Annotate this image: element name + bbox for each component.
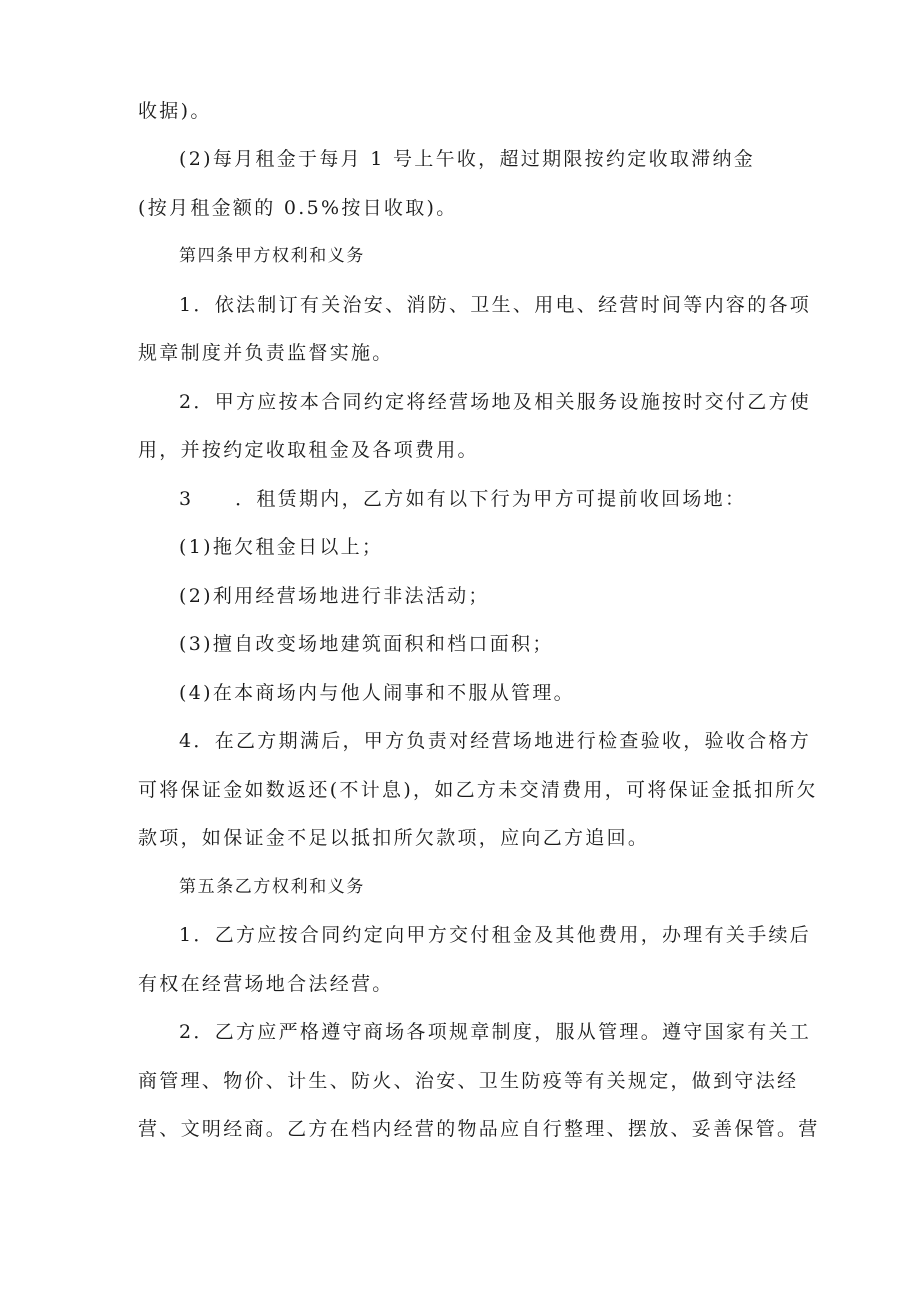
text-line-a4-item1: 1．依法制订有关治安、消防、卫生、用电、经营时间等内容的各项 xyxy=(179,294,812,316)
text-line-a4-item3-sub3: (3)擅自改变场地建筑面积和档口面积； xyxy=(179,633,554,655)
text-line-late-fee: (按月租金额的 0.5%按日收取)。 xyxy=(138,197,458,219)
text-line-a5-item1-cont: 有权在经营场地合法经营。 xyxy=(138,973,394,995)
text-line-a4-item2-cont: 用，并按约定收取租金及各项费用。 xyxy=(138,439,479,461)
text-line-a5-item2-cont2: 营、文明经商。乙方在档内经营的物品应自行整理、摆放、妥善保管。营 xyxy=(138,1118,820,1140)
text-line-receipt-end: 收据)。 xyxy=(138,100,212,122)
text-line-a4-item3: 3 ．租赁期内，乙方如有以下行为甲方可提前收回场地： xyxy=(179,488,747,510)
text-line-a4-item1-cont: 规章制度并负责监督实施。 xyxy=(138,342,394,364)
article-5-heading: 第五条乙方权利和义务 xyxy=(179,877,365,897)
text-line-a4-item4-cont1: 可将保证金如数返还(不计息)，如乙方未交清费用，可将保证金抵扣所欠 xyxy=(138,779,818,801)
article-4-heading: 第四条甲方权利和义务 xyxy=(179,246,365,266)
text-line-a4-item4-cont2: 款项，如保证金不足以抵扣所欠款项，应向乙方追回。 xyxy=(138,827,650,849)
text-line-rent-due: (2)每月租金于每月 1 号上午收，超过期限按约定收取滞纳金 xyxy=(179,148,756,170)
text-line-a5-item2: 2．乙方应严格遵守商场各项规章制度，服从管理。遵守国家有关工 xyxy=(179,1021,812,1043)
text-line-a4-item3-sub2: (2)利用经营场地进行非法活动； xyxy=(179,585,490,607)
text-line-a4-item2: 2．甲方应按本合同约定将经营场地及相关服务设施按时交付乙方使 xyxy=(179,391,812,413)
text-line-a4-item4: 4．在乙方期满后，甲方负责对经营场地进行检查验收，验收合格方 xyxy=(179,730,812,752)
text-line-a4-item3-sub4: (4)在本商场内与他人闹事和不服从管理。 xyxy=(179,682,575,704)
text-line-a5-item1: 1．乙方应按合同约定向甲方交付租金及其他费用，办理有关手续后 xyxy=(179,924,812,946)
text-line-a4-item3-sub1: (1)拖欠租金日以上； xyxy=(179,536,384,558)
text-line-a5-item2-cont1: 商管理、物价、计生、防火、治安、卫生防疫等有关规定，做到守法经 xyxy=(138,1070,799,1092)
